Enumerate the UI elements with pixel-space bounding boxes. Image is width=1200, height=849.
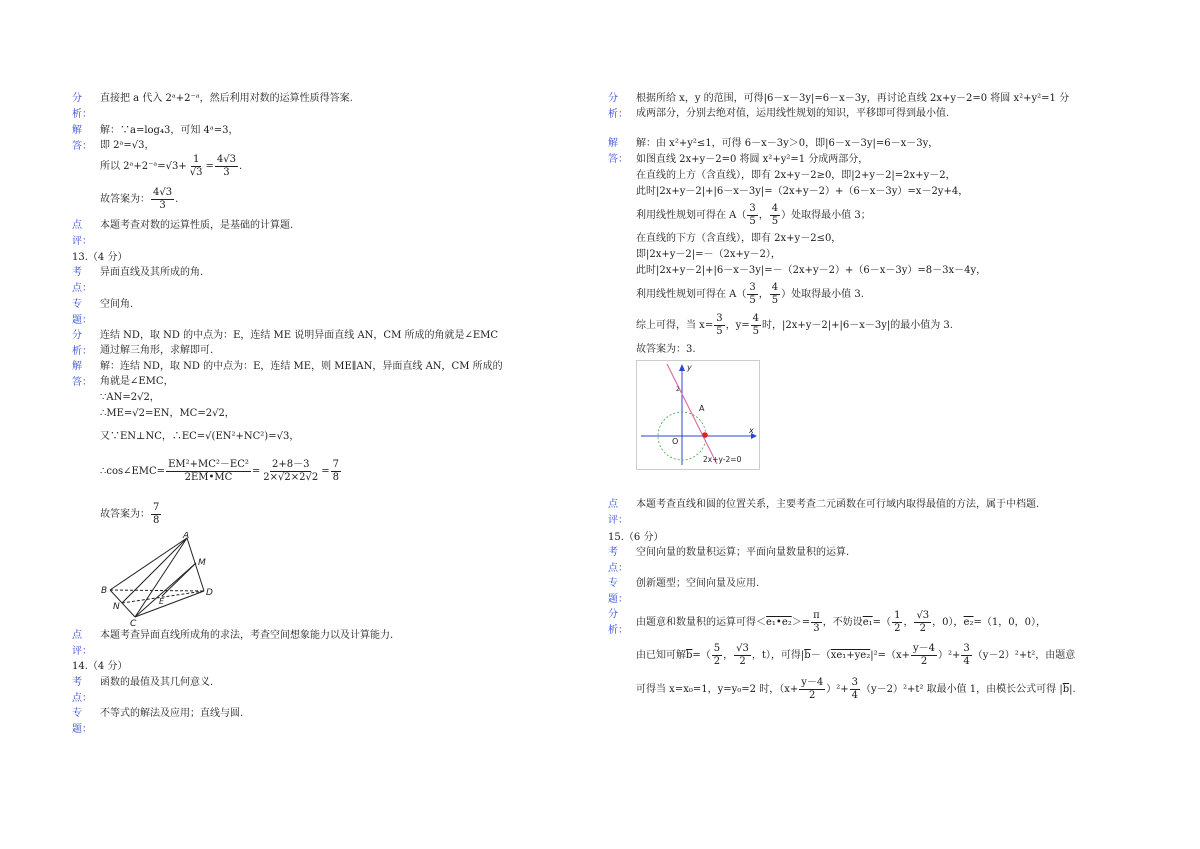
label-zhuanti: 专 题： <box>608 578 628 605</box>
point-A <box>702 432 708 438</box>
q13-comment <box>72 628 552 660</box>
q14-sol-line5: 利用线性规划可得在 A（ $\frac{3}{5}$ ， $\frac{4}{5}$ ）处取得最小值 3； <box>636 203 871 227</box>
fig-label-M: M <box>198 558 206 568</box>
q15-kaodian <box>608 545 1088 577</box>
q13-analysis-line2: 通过解三角形，求解即可. <box>100 345 214 356</box>
fig-label-y: y <box>687 363 692 372</box>
q13-tetrahedron-figure <box>100 532 220 627</box>
q12-solution <box>72 123 552 218</box>
left-column <box>72 0 552 849</box>
q13-cos-line: ∴cos∠EMC= $\frac{\text{EM²+MC²－EC²}}{2EM•MC}$ = $\frac{2+8-3}{2\times√2\times 2√2}$ = $\frac{7}{8}$ <box>100 459 339 483</box>
q13-header: 13.（4 分） <box>72 252 128 263</box>
q13-analysis <box>72 328 552 360</box>
fig-label-x: x <box>749 426 754 435</box>
label-fenxi: 分 析： <box>72 93 92 120</box>
label-dianping: 点 评： <box>608 499 628 526</box>
q14-zhuanti-text: 不等式的解法及应用；直线与圆. <box>100 708 244 719</box>
fig-label-A: A <box>699 404 705 413</box>
q12-analysis <box>72 91 552 123</box>
q14-answer: 故答案为：3. <box>636 344 696 355</box>
q12-sol-line3: 所以 2ᵃ+2⁻ᵃ=√3+ $\frac{1}{√3}$ = $\frac{4√3}{3}$ . <box>100 154 243 178</box>
q14-sol-line3: 在直线的上方（含直线），即有 2x+y－2≥0，即|2+y－2|=2x+y－2， <box>636 170 956 181</box>
fig-label-B: B <box>101 586 108 596</box>
q14-header: 14.（4 分） <box>72 661 128 672</box>
edge-AB <box>110 538 187 590</box>
label-jieda: 解 答： <box>72 125 92 152</box>
label-fenxi: 分 析： <box>608 93 628 120</box>
edge-AN <box>122 538 187 603</box>
fig-label-line: 2x+y-2=0 <box>703 455 742 464</box>
q14-kaodian <box>72 675 552 707</box>
fig-label-C: C <box>130 619 137 627</box>
q15-analysis-line2: 由已知可解$\overline{b}=$（ $\frac{5}{2}$ ， $\frac{√3}{2}$ ，t），可得$|\overline{b}-(xe_1+ye_2|^2=(x+$ $\frac{y-4}{2}$ ）²+ $\frac{3}{4}$ （y－2）²+t²，由题意 <box>636 643 1076 667</box>
q13-kaodian <box>72 265 552 297</box>
q14-kaodian-text: 函数的最值及其几何意义. <box>100 677 214 688</box>
q14-analysis-line1: 根据所给 x，y 的范围，可得|6－x－3y|=6－x－3y，再讨论直线 2x+y－2=0 将圆 x²+y²=1 分 <box>636 93 1070 104</box>
q14-sol-line9: 利用线性规划可得在 A（ $\frac{3}{5}$ ， $\frac{4}{5}$ ）处取得最小值 3. <box>636 282 864 306</box>
q13-sol-line1: 解：连结 ND，取 ND 的中点为：E，连结 ME，则 ME∥AN，异面直线 AN，CM 所成的 <box>100 361 503 372</box>
q15-analysis-line1: 由题意和数量积的运算可得＜e₁•e₂＞= $\frac{\pi}{3}$ ，不妨设e₁=（ $\frac{1}{2}$ ， $\frac{√3}{2}$ ，0），e₂=（1，0，0）， <box>636 610 1046 634</box>
q13-sol-line4: ∴ME=√2=EN，MC=2√2， <box>100 408 235 419</box>
q13-sol-line2: 角就是∠EMC， <box>100 376 174 387</box>
q15-analysis-line3: 可得当 x=x₀=1，y=y₀=2 时，（x+ $\frac{y-4}{2}$ ）²+ $\frac{3}{4}$ （y－2）²+t² 取最小值 1，由模长公式可得 $|\overline{b}|$. <box>636 677 1076 701</box>
q12-answer: 故答案为： $\frac{4√3}{3}$ . <box>100 187 179 211</box>
q14-comment-text: 本题考查直线和圆的位置关系，主要考查二元函数在可行域内取得最值的方法，属于中档题. <box>636 499 1040 510</box>
q14-sol-line6: 在直线的下方（含直线），即有 2x+y－2≤0， <box>636 233 842 244</box>
fig-label-D: D <box>206 588 213 598</box>
q14-sol-line1: 解：由 x²+y²≤1，可得 6－x－3y＞0，即|6－x－3y|=6－x－3y， <box>636 138 939 149</box>
q13-kaodian-text: 异面直线及其所成的角. <box>100 267 204 278</box>
fig-label-A: A <box>183 532 190 541</box>
q12-sol-line2: 即 2ᵃ=√3， <box>100 140 155 151</box>
fig-label-E: E <box>159 597 165 606</box>
q13-analysis-line1: 连结 ND，取 ND 的中点为：E，连结 ME 说明异面直线 AN，CM 所成的角就是∠EMC <box>100 330 499 341</box>
q14-sol-line4: 此时|2x+y－2|+|6－x－3y|=（2x+y－2）+（6－x－3y）=x－2y+4， <box>636 186 969 197</box>
q13-zhuanti <box>72 297 552 329</box>
q14-analysis <box>608 91 1088 123</box>
label-jieda: 解 答： <box>608 138 628 165</box>
q14-sol-line7: 即|2x+y－2|=－（2x+y－2）， <box>636 249 781 260</box>
q13-solution <box>72 359 552 629</box>
q14-circle-line-figure <box>636 360 760 470</box>
label-zhuanti: 专 题： <box>72 708 92 735</box>
q15-zhuanti-text: 创新题型；空间向量及应用. <box>636 578 760 589</box>
right-column <box>608 0 1088 849</box>
label-dianping: 点 评： <box>72 630 92 657</box>
q13-answer: 故答案为： $\frac{7}{8}$ <box>100 502 160 526</box>
q12-comment-text: 本题考查对数的运算性质，是基础的计算题. <box>100 220 294 231</box>
edge-CD <box>135 591 204 617</box>
fig-label-N: N <box>113 602 120 612</box>
q15-zhuanti <box>608 576 1088 608</box>
edge-BD-hidden <box>110 590 204 591</box>
q15-kaodian-text: 空间向量的数量积运算；平面向量数量积的运算. <box>636 547 850 558</box>
q13-comment-text: 本题考查异面直线所成角的求法，考查空间想象能力以及计算能力. <box>100 630 394 641</box>
q14-sol-line10: 综上可得，当 x= $\frac{3}{5}$ ，y= $\frac{4}{5}$ 时，|2x+y－2|+|6－x－3y|的最小值为 3. <box>636 313 953 337</box>
label-kaodian: 考 点： <box>72 677 92 704</box>
q12-analysis-text: 直接把 a 代入 2ᵃ+2⁻ᵃ，然后利用对数的运算性质得答案. <box>100 93 353 104</box>
q15-header: 15.（6 分） <box>608 532 664 543</box>
label-fenxi: 分 析： <box>72 330 92 357</box>
q14-zhuanti <box>72 706 552 738</box>
q14-solution <box>608 136 1088 496</box>
q12-comment <box>72 218 552 250</box>
label-kaodian: 考 点： <box>72 267 92 294</box>
q14-sol-line8: 此时|2x+y－2|+|6－x－3y|=－（2x+y－2）+（6－x－3y）=8－3x－4y， <box>636 265 987 276</box>
label-zhuanti: 专 题： <box>72 299 92 326</box>
q13-zhuanti-text: 空间角. <box>100 299 134 310</box>
q13-sol-line3: ∵AN=2√2， <box>100 392 160 403</box>
label-dianping: 点 评： <box>72 220 92 247</box>
q14-comment <box>608 497 1088 529</box>
fig-label-O: O <box>672 437 679 446</box>
label-kaodian: 考 点： <box>608 547 628 574</box>
label-jieda: 解 答： <box>72 361 92 388</box>
q12-sol-line1: 解：∵a=log₄3，可知 4ᵃ=3， <box>100 125 239 136</box>
q13-sol-line5: 又∵EN⊥NC，∴EC=√(EN²+NC²)=√3， <box>100 431 300 442</box>
fig-label-2: 2 <box>676 386 680 393</box>
q14-analysis-line2: 成两部分，分别去绝对值，运用线性规划的知识，平移即可得到最小值. <box>636 108 950 119</box>
q15-analysis <box>608 607 1088 717</box>
q14-sol-line2: 如图直线 2x+y－2=0 将圆 x²+y²=1 分成两部分， <box>636 154 869 165</box>
label-fenxi: 分 析： <box>608 609 628 636</box>
